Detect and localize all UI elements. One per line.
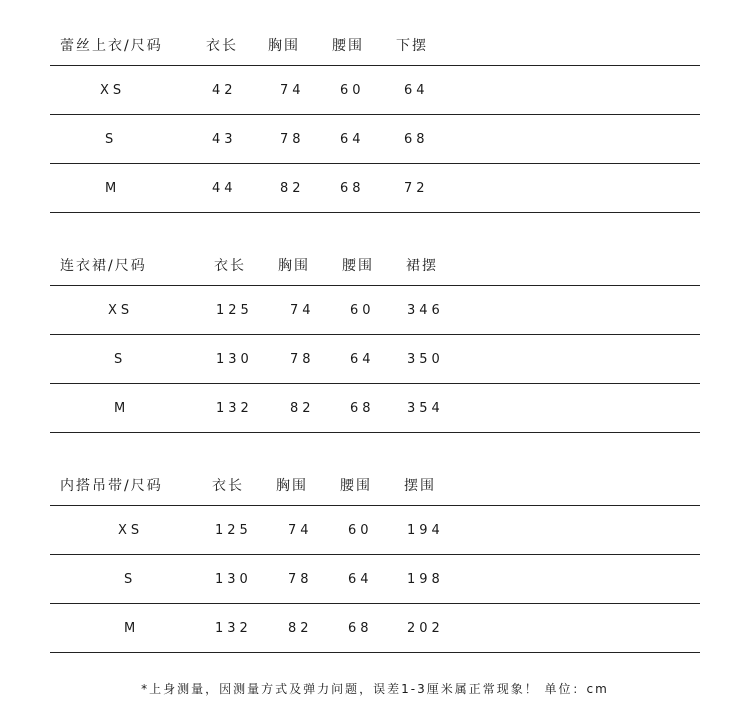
waist-cell: 68	[340, 180, 365, 196]
chest-cell: 78	[290, 351, 315, 367]
skirt-hem-cell: 354	[407, 400, 444, 416]
waist-cell: 60	[350, 302, 375, 318]
header-size-label: 蕾丝上衣/尺码	[60, 38, 163, 54]
size-cell: M	[114, 400, 130, 416]
length-cell: 130	[215, 571, 252, 587]
hem-cell: 68	[404, 131, 429, 147]
header-waist: 腰围	[332, 38, 364, 54]
table-row	[50, 335, 700, 384]
size-cell: S	[114, 351, 127, 367]
table-header-row	[50, 25, 700, 66]
size-table-dress	[50, 245, 700, 433]
chest-cell: 82	[288, 620, 313, 636]
size-cell: XS	[100, 82, 126, 98]
length-cell: 132	[216, 400, 253, 416]
header-length: 衣长	[206, 38, 238, 54]
length-cell: 42	[212, 82, 237, 98]
measurement-footnote: *上身测量，因测量方式及弹力问题，误差1-3厘米属正常现象！ 单位：cm	[141, 682, 609, 696]
size-cell: M	[105, 180, 121, 196]
header-chest: 胸围	[278, 258, 310, 274]
chest-cell: 82	[280, 180, 305, 196]
hem-cell: 64	[404, 82, 429, 98]
size-cell: S	[105, 131, 118, 147]
header-skirt-hem: 裙摆	[406, 258, 438, 274]
header-chest: 胸围	[268, 38, 300, 54]
header-waist: 腰围	[342, 258, 374, 274]
hem-circumference-cell: 194	[407, 522, 444, 538]
chest-cell: 78	[288, 571, 313, 587]
table-row	[50, 286, 700, 335]
table-row	[50, 164, 700, 213]
size-cell: M	[124, 620, 140, 636]
skirt-hem-cell: 350	[407, 351, 444, 367]
chest-cell: 78	[280, 131, 305, 147]
header-waist: 腰围	[340, 478, 372, 494]
hem-circumference-cell: 198	[407, 571, 444, 587]
table-row	[50, 384, 700, 433]
length-cell: 125	[215, 522, 252, 538]
table-row	[50, 66, 700, 115]
table-row	[50, 604, 700, 653]
length-cell: 125	[216, 302, 253, 318]
table-row	[50, 506, 700, 555]
chest-cell: 74	[280, 82, 305, 98]
length-cell: 44	[212, 180, 237, 196]
table-header-row	[50, 245, 700, 286]
table-row	[50, 115, 700, 164]
waist-cell: 68	[348, 620, 373, 636]
hem-cell: 72	[404, 180, 429, 196]
length-cell: 132	[215, 620, 252, 636]
waist-cell: 64	[348, 571, 373, 587]
size-cell: XS	[118, 522, 144, 538]
waist-cell: 68	[350, 400, 375, 416]
hem-circumference-cell: 202	[407, 620, 444, 636]
table-header-row	[50, 465, 700, 506]
waist-cell: 64	[350, 351, 375, 367]
size-table-camisole	[50, 465, 700, 653]
waist-cell: 60	[348, 522, 373, 538]
header-size-label: 内搭吊带/尺码	[60, 478, 163, 494]
skirt-hem-cell: 346	[407, 302, 444, 318]
chest-cell: 74	[288, 522, 313, 538]
chest-cell: 74	[290, 302, 315, 318]
waist-cell: 60	[340, 82, 365, 98]
chest-cell: 82	[290, 400, 315, 416]
waist-cell: 64	[340, 131, 365, 147]
table-row	[50, 555, 700, 604]
header-length: 衣长	[214, 258, 246, 274]
size-cell: XS	[108, 302, 134, 318]
size-cell: S	[124, 571, 137, 587]
length-cell: 130	[216, 351, 253, 367]
length-cell: 43	[212, 131, 237, 147]
header-length: 衣长	[212, 478, 244, 494]
header-hem: 下摆	[396, 38, 428, 54]
size-table-lace-top	[50, 25, 700, 213]
header-chest: 胸围	[276, 478, 308, 494]
header-hem-circumference: 摆围	[404, 478, 436, 494]
header-size-label: 连衣裙/尺码	[60, 258, 147, 274]
